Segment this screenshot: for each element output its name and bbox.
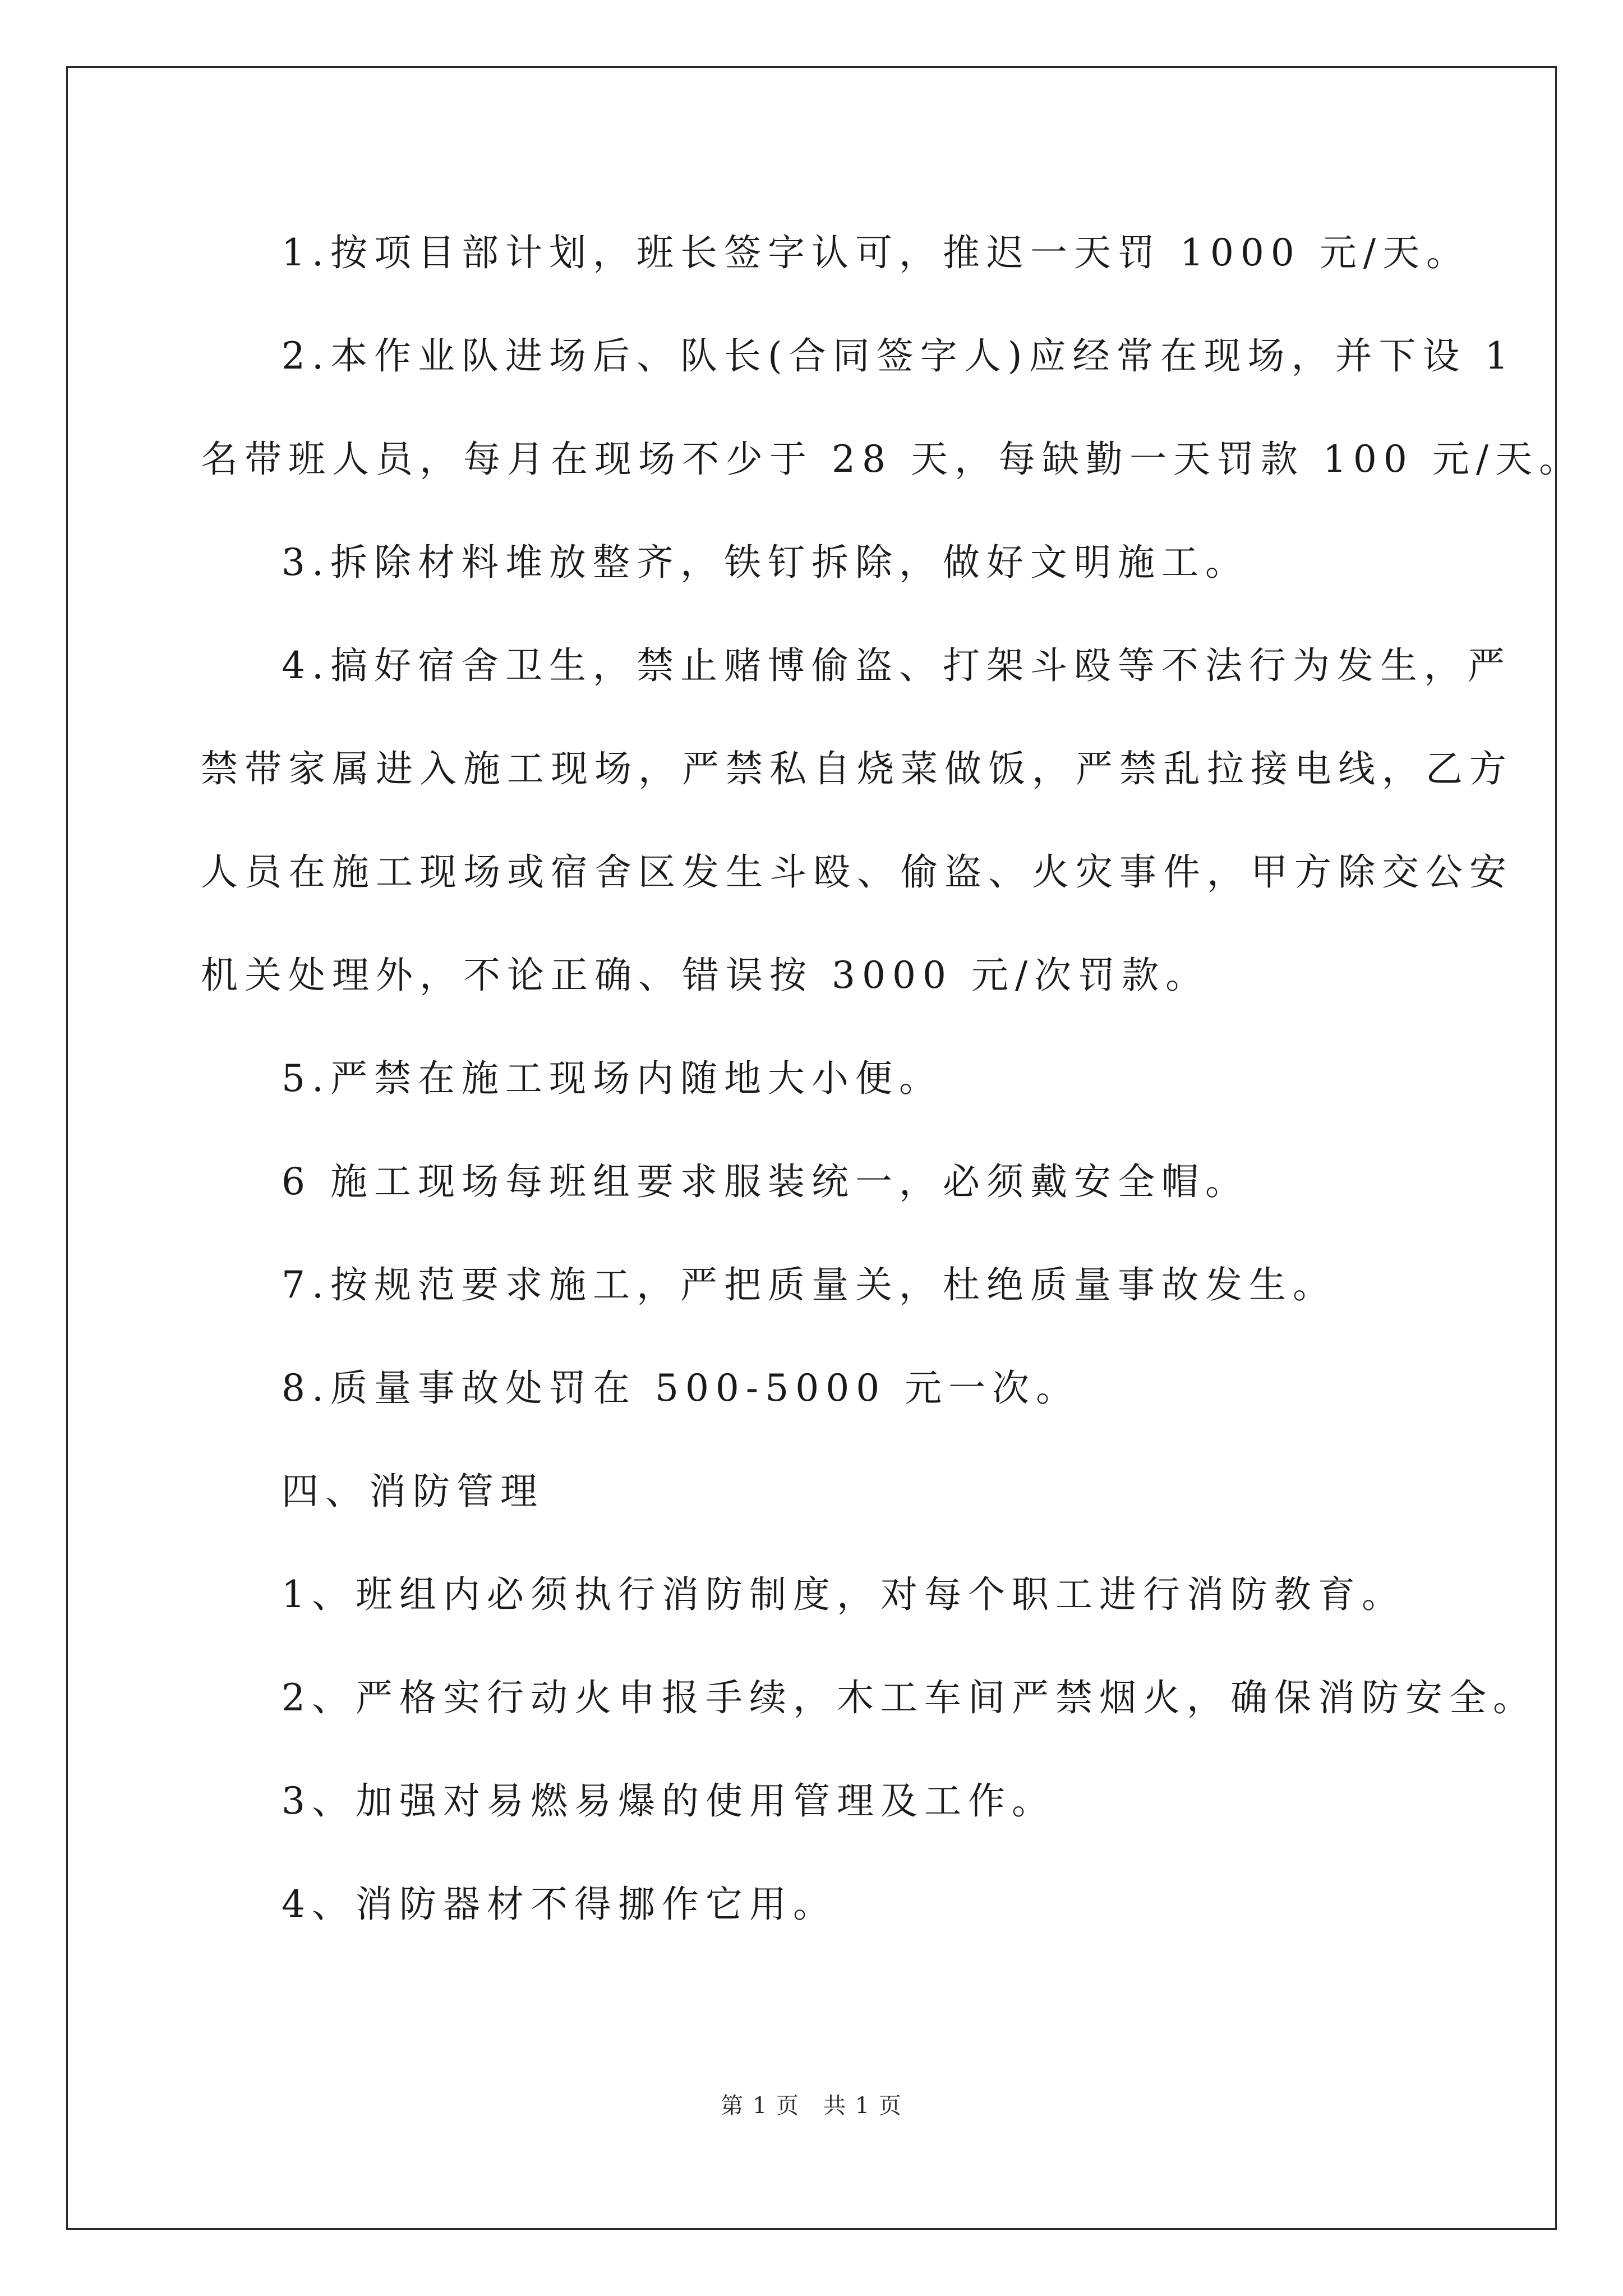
paragraph-line-3: 名带班人员，每月在现场不少于 28 天，每缺勤一天罚款 100 元/天。: [201, 438, 1583, 481]
paragraph-line-2: 2.本作业队进场后、队长(合同签字人)应经常在现场，并下设 1: [282, 334, 1515, 378]
paragraph-line-11: 7.按规范要求施工，严把质量关，杜绝质量事故发生。: [282, 1263, 1336, 1306]
paragraph-line-14: 2、严格实行动火申报手续，木工车间严禁烟火，确保消防安全。: [282, 1676, 1537, 1719]
paragraph-line-13: 1、班组内必须执行消防制度，对每个职工进行消防教育。: [282, 1573, 1405, 1616]
paragraph-line-6: 禁带家属进入施工现场，严禁私自烧菜做饭，严禁乱拉接电线，乙方: [201, 747, 1513, 790]
paragraph-line-16: 4、消防器材不得挪作它用。: [282, 1883, 837, 1926]
paragraph-line-12: 8.质量事故处罚在 500-5000 元一次。: [282, 1366, 1080, 1410]
paragraph-line-5: 4.搞好宿舍卫生，禁止赌博偷盗、打架斗殴等不法行为发生，严: [282, 644, 1511, 687]
paragraph-line-7: 人员在施工现场或宿舍区发生斗殴、偷盗、火灾事件，甲方除交公安: [201, 850, 1513, 894]
paragraph-line-15: 3、加强对易燃易爆的使用管理及工作。: [282, 1779, 1055, 1823]
page-footer: 第 1 页 共 1 页: [721, 2093, 902, 2119]
section-heading: 四、消防管理: [282, 1470, 544, 1513]
paragraph-line-9: 5.严禁在施工现场内随地大小便。: [282, 1057, 943, 1100]
paragraph-line-1: 1.按项目部计划，班长签字认可，推迟一天罚 1000 元/天。: [282, 231, 1470, 274]
paragraph-line-4: 3.拆除材料堆放整齐，铁钉拆除，做好文明施工。: [282, 541, 1249, 584]
paragraph-line-8: 机关处理外，不论正确、错误按 3000 元/次罚款。: [201, 954, 1210, 997]
paragraph-line-10: 6 施工现场每班组要求服装统一，必须戴安全帽。: [282, 1160, 1249, 1203]
